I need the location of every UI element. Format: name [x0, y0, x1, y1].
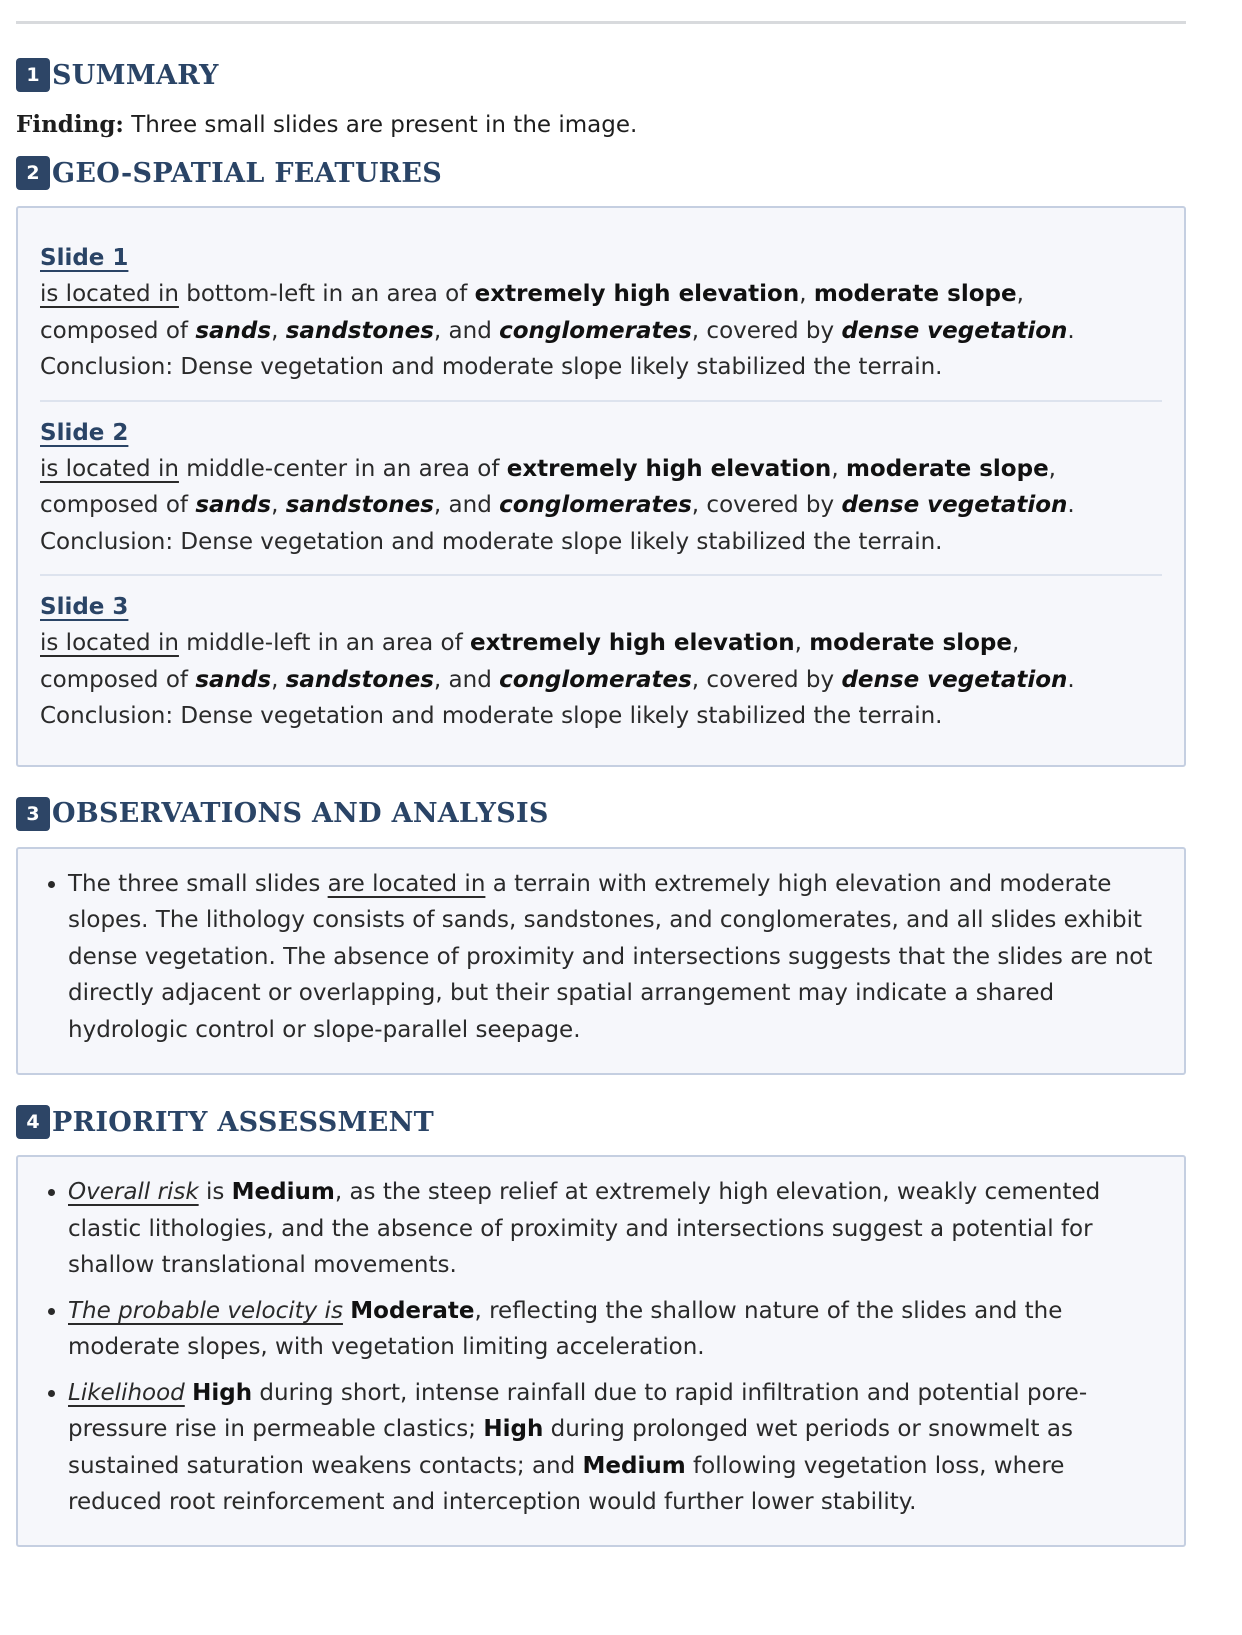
- section-number-badge: 3: [16, 797, 50, 831]
- risk-item: • Overall risk is Medium, as the steep relief at extremely high elevation, weakly cemented clastic lithologies, and the absence of proximity and intersections suggest a potential for shallow translational movements.: [68, 1174, 1154, 1284]
- section-number-badge: 2: [16, 156, 50, 190]
- slope-value: moderate slope: [813, 281, 1017, 307]
- section-number-badge: 4: [16, 1105, 50, 1139]
- finding-label: Finding:: [16, 111, 124, 138]
- finding-line: [16, 108, 1186, 142]
- slide-entry: [18, 574, 1184, 735]
- slide-title-link[interactable]: Slide 2: [40, 419, 129, 446]
- slide-title-link[interactable]: Slide 3: [40, 594, 129, 620]
- top-divider: [16, 21, 1186, 24]
- likelihood-label: Likelihood: [68, 1379, 185, 1406]
- observations-box: [16, 847, 1186, 1076]
- located-term: is located in: [40, 281, 179, 307]
- vegetation-value: dense vegetation: [841, 492, 1068, 518]
- elevation-value: extremely high elevation: [474, 281, 800, 307]
- located-term: is located in: [40, 455, 179, 482]
- velocity-value: Moderate: [350, 1297, 475, 1324]
- observations-list: [18, 866, 1154, 1049]
- risk-label: Overall risk: [68, 1179, 199, 1205]
- finding-text: Three small slides are present in the image.: [123, 112, 638, 138]
- section-title: PRIORITY ASSESSMENT: [52, 1106, 434, 1138]
- section-title: SUMMARY: [52, 59, 219, 91]
- report-page: [0, 21, 1242, 1547]
- likelihood-value: Medium: [582, 1452, 686, 1479]
- located-term: are located in: [327, 870, 486, 897]
- section-title: OBSERVATIONS AND ANALYSIS: [52, 798, 549, 829]
- slide-entry: [18, 400, 1184, 561]
- likelihood-item: • Likelihood High during short, intense rainfall due to rapid infiltration and potential pore-pressure rise in permeable clastics; High during prolonged wet periods or snowmelt as sustained saturation weakens contacts; and Medium following vegetation loss, where reduced root reinforcement and interception would further lower stability.: [68, 1375, 1154, 1521]
- priority-heading: [16, 1105, 1186, 1139]
- vegetation-value: dense vegetation: [841, 317, 1068, 344]
- slope-value: moderate slope: [845, 455, 1049, 482]
- likelihood-value: High: [192, 1379, 253, 1406]
- slide-title-link[interactable]: Slide 1: [40, 245, 129, 271]
- slide-description: is located in bottom-left in an area of extremely high elevation, moderate slope, composed of sands, sandstones, and conglomerates, covered by dense vegetation. Conclusion: Dense vegetation and moderate slope likely stabilized the terrain.: [40, 281, 1075, 380]
- geo-features-box: [16, 206, 1186, 767]
- elevation-value: extremely high elevation: [470, 630, 795, 656]
- located-term: is located in: [40, 630, 179, 656]
- slide-description: is located in middle-left in an area of extremely high elevation, moderate slope, composed of sands, sandstones, and conglomerates, covered by dense vegetation. Conclusion: Dense vegetation and moderate slope likely stabilized the terrain.: [40, 630, 1075, 729]
- section-number-badge: 1: [16, 58, 50, 92]
- observations-heading: [16, 797, 1186, 831]
- velocity-label: The probable velocity is: [68, 1297, 343, 1324]
- slide-conclusion: Conclusion: Dense vegetation and moderate slope likely stabilized the terrain.: [40, 354, 943, 380]
- slope-value: moderate slope: [809, 630, 1012, 656]
- vegetation-value: dense vegetation: [841, 666, 1068, 693]
- summary-heading: [16, 58, 1186, 92]
- risk-value: Medium: [231, 1179, 335, 1205]
- priority-box: [16, 1155, 1186, 1547]
- slide-entry: [18, 240, 1184, 386]
- slide-conclusion: Conclusion: Dense vegetation and moderate slope likely stabilized the terrain.: [40, 703, 943, 729]
- likelihood-value: High: [483, 1416, 544, 1442]
- velocity-item: • The probable velocity is Moderate, reflecting the shallow nature of the slides and the moderate slopes, with vegetation limiting acceleration.: [68, 1293, 1154, 1366]
- elevation-value: extremely high elevation: [506, 455, 832, 482]
- geo-heading: [16, 156, 1186, 190]
- section-title: GEO-SPATIAL FEATURES: [52, 157, 443, 189]
- slide-description: is located in middle-center in an area of extremely high elevation, moderate slope, composed of sands, sandstones, and conglomerates, covered by dense vegetation. Conclusion: Dense vegetation and moderate slope likely stabilized the terrain.: [40, 455, 1075, 555]
- priority-list: [18, 1174, 1154, 1521]
- slide-conclusion: Conclusion: Dense vegetation and moderate slope likely stabilized the terrain.: [40, 528, 943, 555]
- list-item: • The three small slides are located in a terrain with extremely high elevation and moderate slopes. The lithology consists of sands, sandstones, and conglomerates, and all slides exhibit dense vegetation. The absence of proximity and intersections suggests that the slides are not directly adjacent or overlapping, but their spatial arrangement may indicate a shared hydrologic control or slope-parallel seepage.: [68, 866, 1154, 1049]
